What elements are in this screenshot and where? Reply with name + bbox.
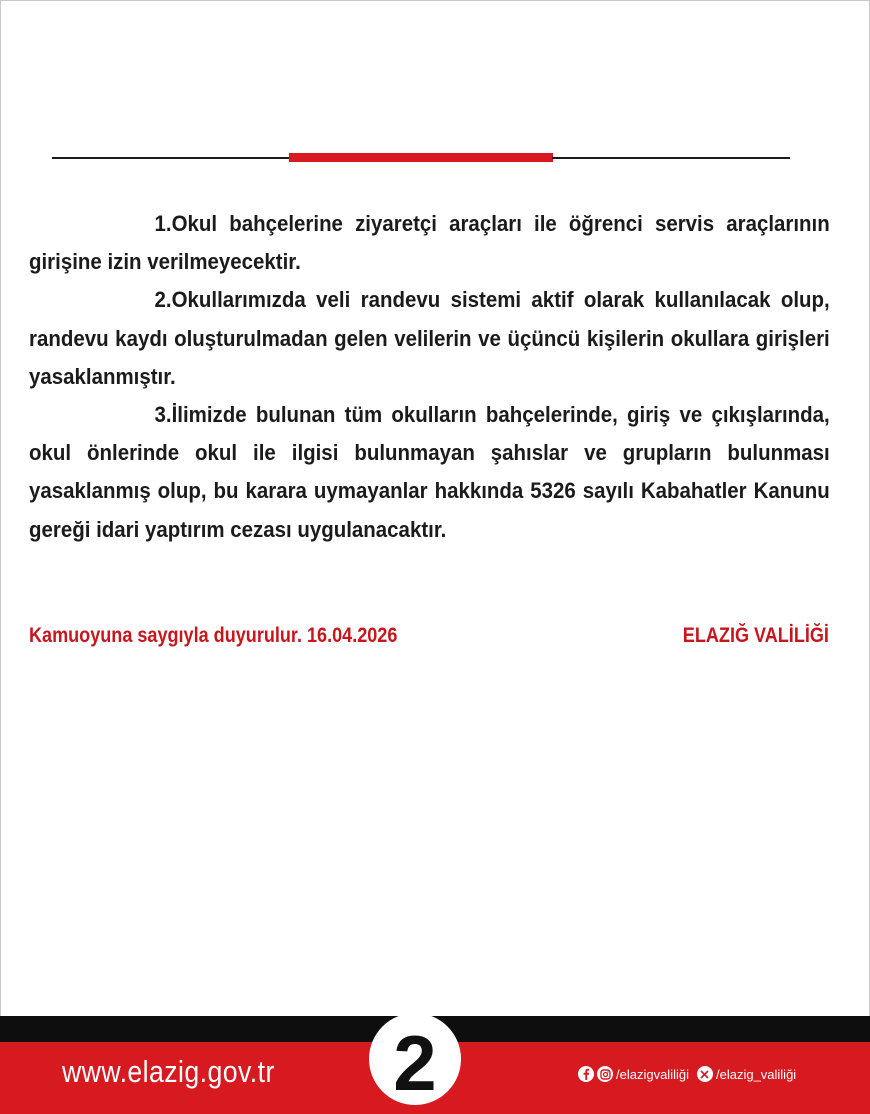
divider-right-line (552, 157, 790, 159)
facebook-icon[interactable] (578, 1066, 594, 1082)
public-notice-date: Kamuoyuna saygıyla duyurulur. 16.04.2026 (29, 624, 398, 647)
x-handle[interactable]: /elazig_valiliği (715, 1066, 797, 1082)
announcement-item-1: 1.Okul bahçelerine ziyaretçi araçları ile öğrenci servis araçlarının girişine izin verilmeyecektir. (29, 211, 830, 275)
announcement-item-2: 2.Okullarımızda veli randevu sistemi aktif olarak kullanılacak olup, randevu kaydı oluşturulmadan gelen velilerin ve üçüncü kişilerin okullara girişleri yasaklanmıştır. (29, 287, 830, 389)
instagram-icon[interactable] (597, 1066, 613, 1082)
website-link[interactable]: www.elazig.gov.tr (62, 1054, 275, 1089)
divider-accent-bar (289, 153, 553, 162)
page-number-badge (369, 1013, 461, 1105)
announcement-body (29, 205, 830, 549)
announcement-item-3: 3.İlimizde bulunan tüm okulların bahçelerinde, giriş ve çıkışlarında, okul önlerinde okul ile ilgisi bulunmayan şahıslar ve grupların bulunması yasaklanmış olup, bu karara uymayanlar hakkında 5326 sayılı Kabahatler Kanunu gereği idari yaptırım cezası uygulanacaktır. (29, 402, 830, 542)
divider-left-line (52, 157, 290, 159)
facebook-instagram-handle[interactable]: /elazigvaliliği (616, 1066, 689, 1082)
x-icon[interactable] (697, 1066, 713, 1082)
social-media-bar (578, 1064, 804, 1084)
page-number: 2 (393, 1019, 437, 1107)
issuing-authority: ELAZIĞ VALİLİĞİ (682, 624, 829, 647)
